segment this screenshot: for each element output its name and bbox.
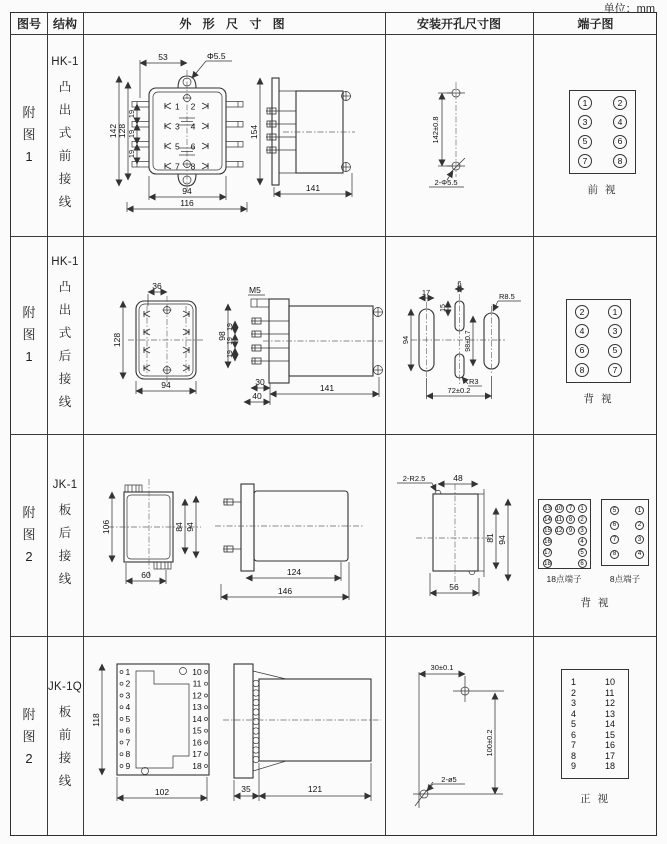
svg-text:7: 7: [125, 737, 131, 748]
terminal-pin: 1: [578, 96, 592, 110]
dim-label: 81: [485, 533, 495, 543]
dim-label: 154: [249, 124, 259, 140]
grid-line: [533, 13, 534, 835]
terminal-pin: 7: [566, 504, 575, 513]
terminal-number: 4: [571, 708, 577, 719]
dim-label: 19: [227, 350, 234, 358]
terminal-diagram-8pt: [601, 499, 649, 566]
svg-text:4: 4: [125, 702, 131, 713]
pin-label: 1: [175, 101, 180, 112]
terminal-diagram-front: [569, 90, 636, 174]
hole-label: 2-ø5: [441, 775, 457, 784]
dim-label: 17: [421, 288, 431, 297]
terminal-col-right: [613, 96, 627, 168]
dim-label: 106: [101, 519, 111, 535]
dim-label: 56: [449, 582, 459, 592]
model-text: HK-1: [51, 256, 79, 268]
terminal-pin: 9: [566, 526, 575, 535]
view-label: 正 视: [580, 793, 610, 805]
terminal-pin: 3: [578, 526, 587, 535]
dim-label: 124: [286, 567, 302, 577]
terminal-pin: 6: [575, 344, 589, 358]
terminal-pin: 17: [544, 549, 551, 556]
radius-label: R8.5: [499, 292, 515, 301]
terminal-count-label: 8点端子: [609, 574, 641, 584]
svg-text:10: 10: [192, 667, 202, 677]
svg-text:1: 1: [125, 667, 131, 677]
svg-text:14: 14: [192, 714, 202, 724]
structure-text: 凸出式后接线: [58, 280, 72, 409]
dim-label: 6: [457, 279, 462, 288]
front-view: [101, 479, 201, 584]
terminal-pin: 1: [635, 506, 644, 515]
terminal-pin: 12: [555, 527, 563, 534]
svg-text:15: 15: [192, 725, 202, 736]
side-view: [215, 484, 363, 600]
terminal-pin: 8: [575, 363, 589, 377]
terminal-pin: 6: [578, 559, 587, 568]
pin-label: 2: [190, 101, 196, 112]
dim-label: 94: [497, 535, 507, 545]
model-text: JK-1Q: [47, 680, 83, 693]
terminal-col-left: [578, 96, 592, 168]
terminal-number: 8: [571, 750, 577, 761]
terminal-number: 1: [571, 677, 577, 687]
outline-drawing-jk1: [83, 434, 385, 636]
fig-no-row1: [11, 34, 47, 236]
terminal-pin: 16: [544, 538, 551, 545]
side-view: [217, 285, 383, 405]
terminal-number: 6: [571, 729, 577, 740]
outline-drawing-hk1-front-wired: [83, 34, 385, 236]
svg-text:13: 13: [192, 702, 202, 713]
terminal-pin: 7: [610, 535, 619, 544]
terminal-pin: 8: [610, 550, 619, 559]
dim-label: 116: [180, 198, 194, 208]
svg-text:18: 18: [192, 761, 202, 771]
terminal-pin: 5: [578, 135, 592, 149]
terminal-pin: 15: [544, 527, 551, 534]
svg-text:8: 8: [125, 749, 131, 760]
header-outline: 外 形 尺 寸 图: [179, 17, 289, 31]
terminal-diagram-18pt: [538, 499, 591, 569]
front-view: [91, 664, 209, 801]
terminal-col-left: [571, 677, 576, 771]
terminal-grid-18: [539, 500, 591, 572]
structure-row1: [47, 34, 83, 236]
structure-row3: [47, 434, 83, 636]
svg-text:11: 11: [192, 678, 202, 689]
dim-label: 100±0.2: [485, 729, 494, 757]
terminal-pin: 1: [608, 305, 622, 319]
view-label: 背 视: [580, 597, 611, 609]
dim-label: 15: [440, 304, 447, 312]
side-view: [223, 664, 381, 801]
view-label: 前 视: [587, 184, 618, 196]
pin-label: 8: [190, 161, 196, 172]
svg-text:17: 17: [192, 749, 202, 760]
terminal-number: 17: [605, 750, 616, 761]
terminal-grid-8: [602, 500, 653, 565]
dim-label: 30: [255, 377, 265, 387]
terminal-col-right: [605, 677, 615, 771]
dim-label: 40: [252, 391, 262, 401]
fig-no-text: 附图1: [22, 305, 36, 364]
drill-drawing-jk1q: [385, 636, 533, 837]
fig-no-row2: [11, 236, 47, 434]
outline-drawing-hk1-rear-wired: [83, 236, 385, 434]
header-drill: 安装开孔尺寸图: [416, 17, 501, 31]
svg-text:2: 2: [125, 678, 131, 689]
terminal-pin: 5: [608, 344, 622, 358]
dim-label: 94: [401, 335, 410, 345]
unit-label: 单位：mm: [603, 3, 655, 15]
terminal-pin: 4: [613, 115, 627, 129]
dim-label: 72±0.2: [447, 386, 471, 395]
outline-drawing-jk1q: [83, 636, 385, 837]
dim-label: 19: [127, 129, 136, 139]
radius-label: R3: [469, 377, 479, 386]
dim-label: 98±0.7: [465, 330, 472, 352]
terminal-pin: 13: [544, 505, 551, 512]
terminal-pin: 3: [635, 535, 644, 544]
terminal-number: 14: [605, 719, 616, 729]
hole-label: 2-Φ5.5: [434, 178, 458, 187]
terminal-number: 2: [571, 687, 577, 698]
structure-text: 板前接线: [58, 704, 72, 788]
dim-label: 36: [152, 281, 162, 291]
pin-dots-right: [205, 671, 208, 768]
view-label: 背 视: [583, 393, 614, 405]
terminal-number: 3: [571, 698, 577, 708]
terminal-pin: 18: [544, 560, 551, 567]
terminal-pin: 3: [578, 115, 592, 129]
terminal-pin: 2: [575, 305, 589, 319]
svg-text:6: 6: [125, 725, 131, 736]
terminal-pin: 1: [578, 504, 587, 513]
header-terminal: 端子图: [577, 17, 614, 31]
dim-label: 48: [453, 473, 463, 483]
terminal-pin: 7: [578, 154, 592, 168]
fig-no-row4: [11, 636, 47, 837]
dim-label: 128: [112, 332, 122, 348]
structure-row4: [47, 636, 83, 837]
dim-label: 30±0.1: [430, 663, 454, 672]
pin-label: 7: [175, 161, 180, 172]
terminal-diagram-jk1q: [561, 669, 629, 779]
dim-label: 98: [217, 331, 227, 341]
terminal-pin: 2: [613, 96, 627, 110]
header-structure: 结构: [52, 17, 77, 31]
dim-label: 141: [319, 383, 335, 393]
dim-label: 60: [141, 570, 151, 580]
drill-view: [401, 279, 521, 399]
front-view: [112, 281, 205, 394]
dim-label: 19: [227, 337, 234, 345]
dim-label: 146: [277, 586, 293, 596]
dim-label: 19: [227, 323, 234, 331]
terminal-bumps: [253, 680, 259, 762]
terminal-pin: 4: [635, 550, 644, 559]
pin-numbers: [126, 667, 202, 771]
model-text: HK-1: [51, 56, 79, 68]
svg-text:9: 9: [125, 761, 131, 771]
terminal-number: 15: [605, 729, 616, 740]
dim-label: 94: [161, 380, 171, 390]
dim-label: 19: [127, 149, 136, 159]
drill-view: [397, 473, 508, 596]
terminal-pin: 4: [575, 324, 589, 338]
dim-label: 121: [307, 784, 323, 794]
drill-drawing-jk1: [385, 434, 533, 636]
dim-label: 35: [241, 784, 251, 794]
terminal-number: 5: [571, 719, 577, 729]
structure-text: 凸出式前接线: [58, 80, 72, 209]
svg-text:3: 3: [125, 690, 131, 701]
pin-label: 3: [175, 121, 180, 132]
terminal-count-label: 18点端子: [546, 574, 582, 584]
radius-label: 2-R2.5: [402, 474, 426, 483]
terminal-col-left: [575, 305, 589, 377]
side-view: [249, 78, 355, 197]
terminal-number: 18: [605, 761, 616, 771]
terminal-pin: 11: [555, 516, 563, 523]
terminal-diagram-rear: [566, 299, 631, 383]
structure-text: 板后接线: [58, 503, 72, 586]
drill-view: [413, 663, 504, 808]
terminal-pin: 8: [566, 515, 575, 524]
terminal-number: 12: [605, 698, 616, 708]
terminal-pin: 2: [635, 521, 644, 530]
hole-label: Φ5.5: [207, 51, 226, 61]
terminal-pin: 7: [608, 363, 622, 377]
fig-no-text: 附图1: [22, 105, 36, 164]
terminal-col-right: [608, 305, 622, 377]
dim-label: 94: [182, 186, 192, 196]
dim-label: 128: [117, 123, 127, 139]
terminal-pin: 2: [578, 515, 587, 524]
terminal-pin: 8: [613, 154, 627, 168]
terminal-number: 7: [571, 740, 577, 750]
pin-label: 5: [175, 141, 180, 152]
dim-label: 141: [305, 183, 321, 193]
pin-dots-left: [120, 671, 123, 768]
fig-no-row3: [11, 434, 47, 636]
pin-label: 4: [190, 121, 196, 132]
svg-text:16: 16: [192, 737, 202, 748]
dim-label: 118: [91, 713, 101, 727]
terminal-pin: 6: [610, 521, 619, 530]
dim-label: 142: [108, 123, 118, 139]
pin-label: 6: [190, 141, 196, 152]
header-fig-no: 图号: [16, 17, 41, 31]
model-text: JK-1: [52, 479, 78, 491]
terminal-pin: 6: [613, 135, 627, 149]
dim-label: 84: [174, 522, 184, 532]
fig-no-text: 附图2: [22, 505, 36, 564]
terminal-number: 11: [605, 687, 615, 698]
terminal-pin: 10: [555, 505, 563, 512]
terminal-pin: 3: [608, 324, 622, 338]
structure-row2: [47, 236, 83, 434]
dim-label: 53: [158, 52, 168, 62]
terminal-pin: 5: [610, 506, 619, 515]
drill-drawing-hk1-rear: [385, 236, 533, 434]
terminal-number: 13: [605, 708, 616, 719]
svg-text:5: 5: [125, 714, 131, 724]
fig-no-text: 附图2: [22, 706, 36, 766]
terminal-pin: 5: [578, 548, 587, 557]
dim-label: 102: [154, 787, 170, 797]
terminal-pin: 4: [578, 537, 587, 546]
svg-text:12: 12: [192, 690, 202, 701]
spec-table: [10, 12, 657, 836]
drill-drawing-hk1-front: [385, 34, 533, 236]
front-view: [108, 51, 247, 212]
terminal-number: 16: [605, 740, 616, 750]
thread-label: M5: [249, 285, 261, 295]
terminal-number: 10: [605, 677, 616, 687]
drill-view: [429, 82, 465, 187]
dim-label: 19: [127, 109, 136, 119]
terminal-pin: 14: [544, 516, 551, 523]
terminal-number: 9: [571, 761, 577, 771]
dim-label: 142±0.8: [431, 116, 440, 144]
dim-label: 94: [185, 522, 195, 532]
